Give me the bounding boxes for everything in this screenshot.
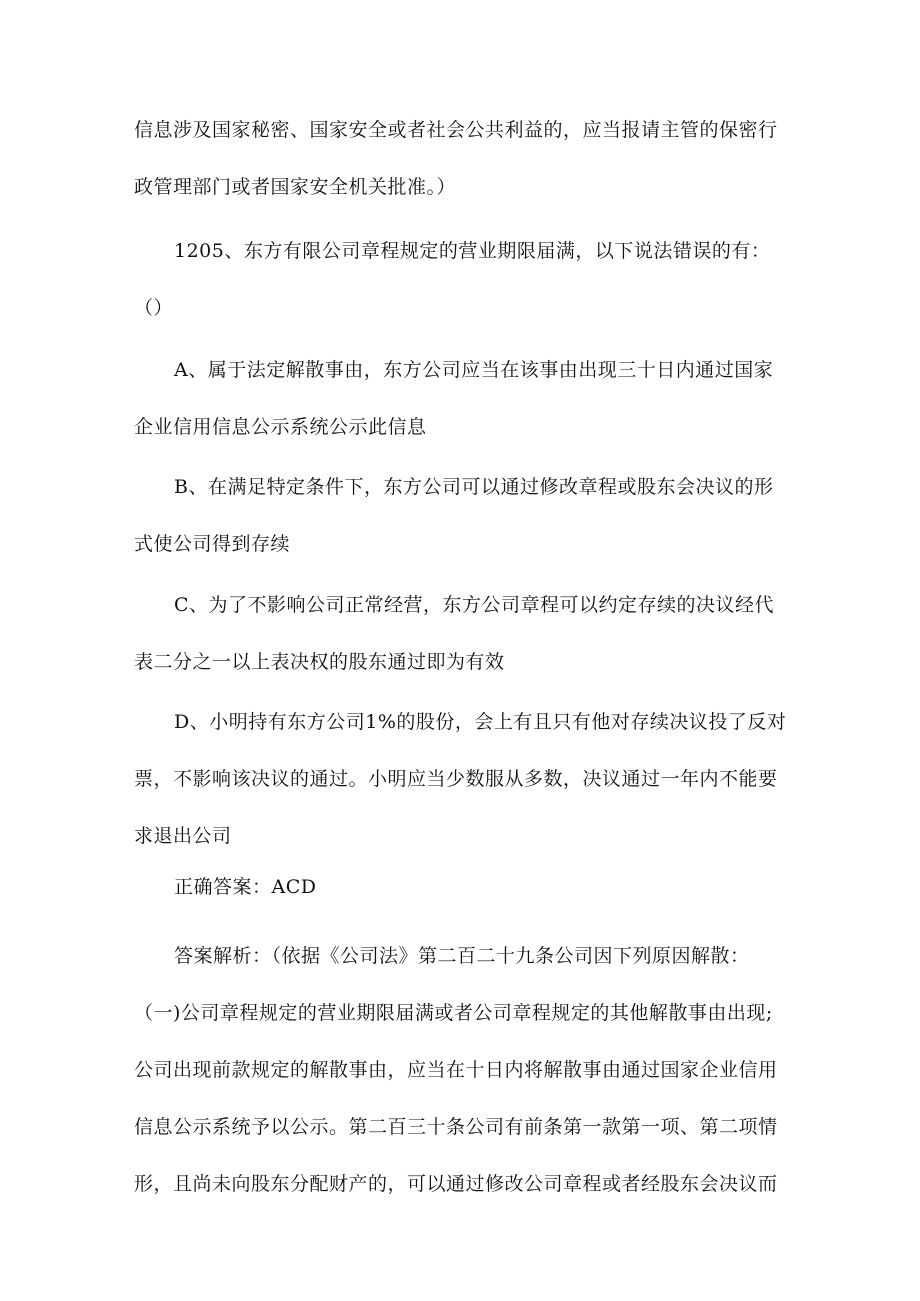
explanation-line: 答案解析：（依据《公司法》第二百二十九条公司因下列原因解散： xyxy=(174,945,750,967)
explanation-paragraph xyxy=(134,928,794,1213)
option-d-line: D、小明持有东方公司1%的股份，会上有且只有他对存续决议投了反对 xyxy=(174,711,787,733)
option-d-paragraph xyxy=(134,694,794,865)
option-c-paragraph xyxy=(134,577,794,691)
question-blank: （） xyxy=(134,297,174,319)
option-d-line: 票，不影响该决议的通过。小明应当少数服从多数，决议通过一年内不能要 xyxy=(134,768,778,790)
text-line: 政管理部门或者国家安全机关批准。） xyxy=(134,176,457,198)
option-c-line: C、为了不影响公司正常经营，东方公司章程可以约定存续的决议经代 xyxy=(174,594,775,616)
explanation-line: 信息公示系统予以公示。第二百三十条公司有前条第一款第一项、第二项情 xyxy=(134,1116,778,1138)
answer-paragraph xyxy=(134,859,794,916)
explanation-line: （一)公司章程规定的营业期限届满或者公司章程规定的其他解散事由出现; xyxy=(134,1002,773,1024)
option-b-line: B、在满足特定条件下，东方公司可以通过修改章程或股东会决议的形 xyxy=(174,476,774,498)
option-d-line: 求退出公司 xyxy=(134,825,232,847)
question-paragraph xyxy=(134,223,794,337)
continuation-paragraph xyxy=(134,102,794,216)
option-a-paragraph xyxy=(134,342,794,456)
option-b-line: 式使公司得到存续 xyxy=(134,533,291,555)
question-stem: 1205、东方有限公司章程规定的营业期限届满，以下说法错误的有： xyxy=(174,240,771,262)
option-b-paragraph xyxy=(134,459,794,573)
option-c-line: 表二分之一以上表决权的股东通过即为有效 xyxy=(134,651,505,673)
text-line: 信息涉及国家秘密、国家安全或者社会公共利益的，应当报请主管的保密行 xyxy=(134,119,778,141)
option-a-line: A、属于法定解散事由，东方公司应当在该事由出现三十日内通过国家 xyxy=(174,359,774,381)
explanation-line: 形，且尚未向股东分配财产的，可以通过修改公司章程或者经股东会决议而 xyxy=(134,1173,778,1195)
correct-answer: 正确答案：ACD xyxy=(174,876,317,898)
explanation-line: 公司出现前款规定的解散事由，应当在十日内将解散事由通过国家企业信用 xyxy=(134,1059,778,1081)
option-a-line: 企业信用信息公示系统公示此信息 xyxy=(134,416,427,438)
